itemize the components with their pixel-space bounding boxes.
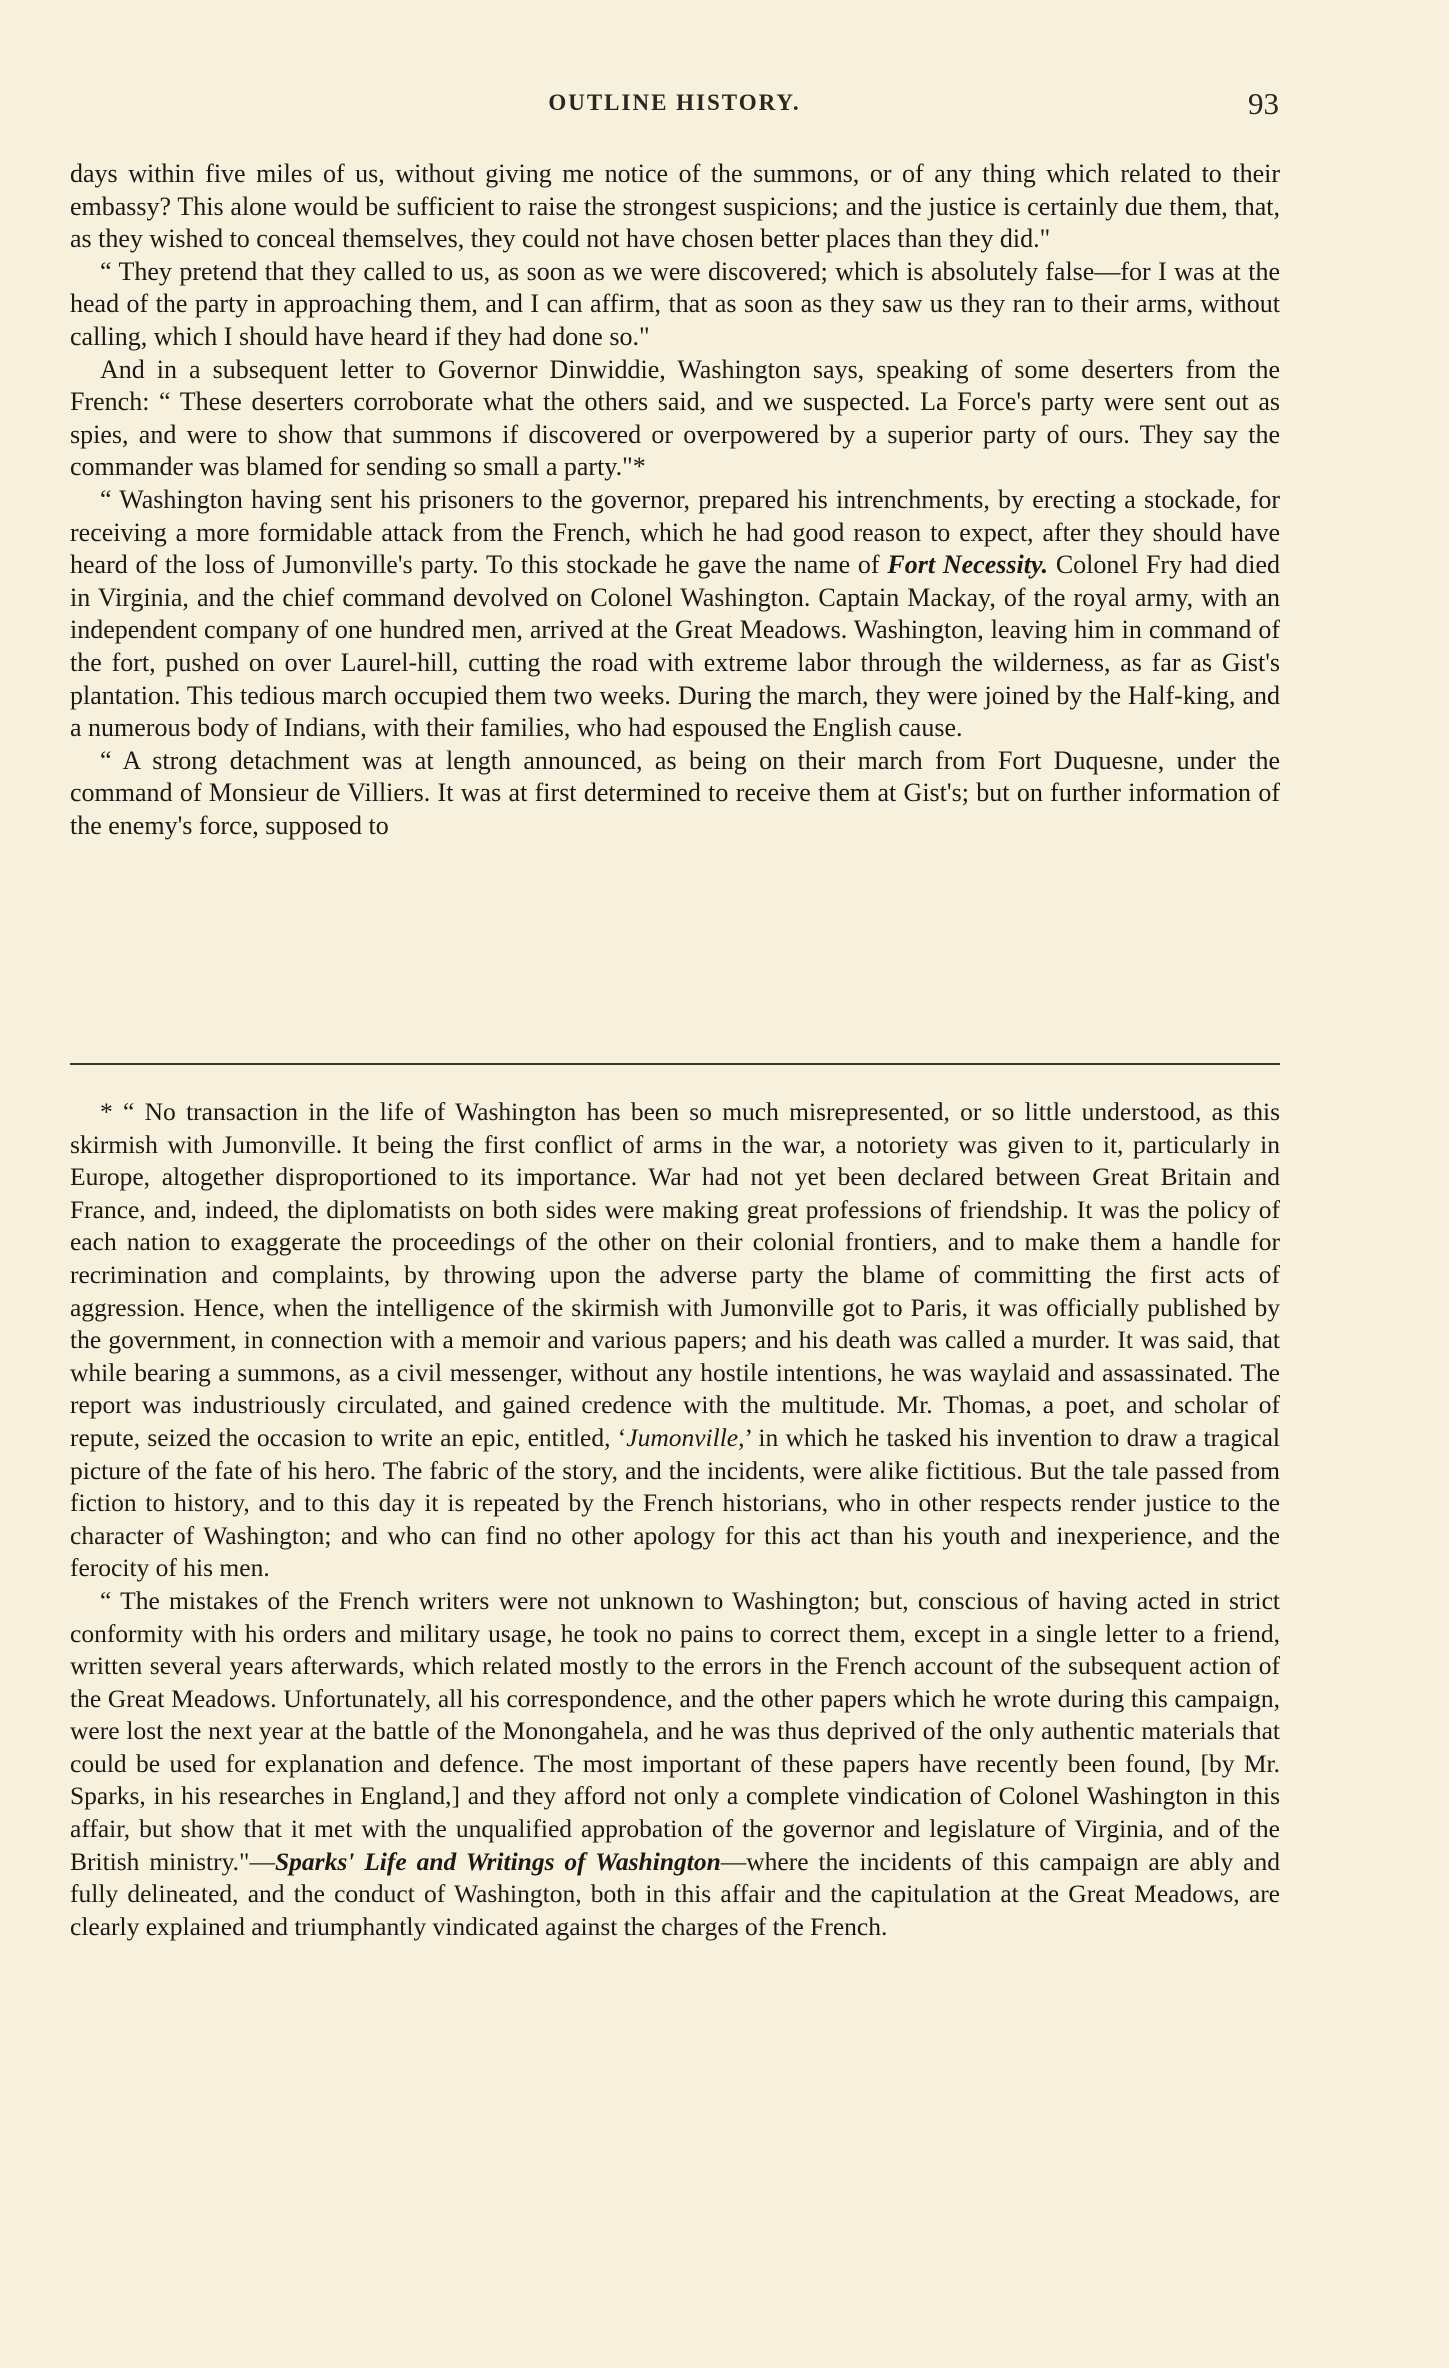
poem-title: Jumonville, <box>626 1422 745 1452</box>
running-title: OUTLINE HISTORY. <box>548 90 801 115</box>
paragraph <box>70 484 1280 745</box>
text-run: —where the incidents of this campaign are ably and fully delineated, and the conduct of Washington, both in this affair and the capitulation at the Great Meadows, are clearly explained and triumphantly vindicated against the charges of the French. <box>70 1846 1280 1941</box>
footnote-paragraph <box>70 1585 1280 1944</box>
paragraph: “ They pretend that they called to us, as soon as we were discovered; which is absolutely false—for I was at the head of the party in approaching them, and I can affirm, that as soon as they saw us they ran to their arms, without calling, which I should have heard if they had done so." <box>70 256 1280 351</box>
source-citation: Sparks' Life and Writings of Washington <box>274 1846 721 1876</box>
text-run: * “ No transaction in the life of Washington has been so much misrepresented, or so little understood, as this skirmish with Jumonville. It being the first conflict of arms in the war, a notoriety was given to it, particularly in Europe, altogether disproportioned to its importance. War had not yet been declared between Great Britain and France, and, indeed, the diplomatists on both sides were making great professions of friendship. It was the policy of each nation to exaggerate the proceedings of the other on their colonial frontiers, and to make them a handle for recrimination and complaints, by throwing upon the adverse party the blame of committing the first acts of aggression. Hence, when the intelligence of the skirmish with Jumonville got to Paris, it was officially published by the government, in connection with a memoir and various papers; and his death was called a murder. It was said, that while bearing a summons, as a civil messenger, without any hostile intentions, he was waylaid and assassinated. The report was industriously circulated, and gained credence with the multitude. Mr. Thomas, a poet, and scholar of repute, seized the occasion to write an epic, entitled, ‘ <box>70 1097 1280 1452</box>
text-run: Colonel Fry had died in Virginia, and the chief command devolved on Colonel Washington. Captain Mackay, of the royal army, with an independent company of one hundred men, arrived at the Great Meadows. Washington, leaving him in command of the fort, pushed on over Laurel-hill, cutting the road with extreme labor through the wilderness, as far as Gist's plantation. This tedious march occupied them two weeks. During the march, they were joined by the Half-king, and a numerous body of Indians, with their families, who had espoused the English cause. <box>70 550 1280 743</box>
text-run: “ Washington having sent his prisoners to the governor, prepared his intrenchments, by erecting a stockade, for receiving a more formidable attack from the French, which he had good reason to expect, after they should have heard of the loss of Jumonville's party. To this stockade he gave the name of <box>70 484 1280 580</box>
footnote-rule <box>70 1063 1280 1065</box>
fort-necessity-name: Fort Necessity. <box>887 550 1049 580</box>
main-text <box>70 158 1280 842</box>
page-number: 93 <box>1248 86 1279 121</box>
paragraph: “ A strong detachment was at length announced, as being on their march from Fort Duquesne, under the command of Monsieur de Villiers. It was at first determined to receive them at Gist's; but on further information of the enemy's force, supposed to <box>70 745 1280 840</box>
text-run: “ The mistakes of the French writers were not unknown to Washington; but, conscious of having acted in strict conformity with his orders and military usage, he took no pains to correct them, except in a single letter to a friend, written several years afterwards, which related mostly to the errors in the French account of the subsequent action of the Great Meadows. Unfortunately, all his correspondence, and the other papers which he wrote during this campaign, were lost the next year at the battle of the Monongahela, and he was thus deprived of the only authentic materials that could be used for explanation and defence. The most important of these papers have recently been found, [by Mr. Sparks, in his researches in England,] and they afford not only a complete vindication of Colonel Washington in this affair, but show that it met with the unqualified approbation of the governor and legislature of Virginia, and of the British ministry."— <box>70 1585 1280 1876</box>
footnote-paragraph <box>70 1096 1280 1585</box>
paragraph: days within five miles of us, without giving me notice of the summons, or of any thing which related to their embassy? This alone would be sufficient to raise the strongest suspicions; and the justice is certainly due them, that, as they wished to conceal themselves, they could not have chosen better places than they did." <box>70 159 1280 254</box>
paragraph: And in a subsequent letter to Governor Dinwiddie, Washington says, speaking of some deserters from the French: “ These deserters corroborate what the others said, and we suspected. La Force's party were sent out as spies, and were to show that summons if discovered or overpowered by a superior party of ours. They say the commander was blamed for sending so small a party."* <box>70 354 1280 482</box>
running-head <box>70 86 1279 126</box>
text-run: ’ in which he tasked his invention to draw a tragical picture of the fate of his hero. The fabric of the story, and the incidents, were alike fictitious. But the tale passed from fiction to history, and to this day it is repeated by the French historians, who in other respects render justice to the character of Washington; and who can find no other apology for this act than his youth and inexperience, and the ferocity of his men. <box>70 1422 1281 1583</box>
footnote <box>70 1096 1280 1943</box>
